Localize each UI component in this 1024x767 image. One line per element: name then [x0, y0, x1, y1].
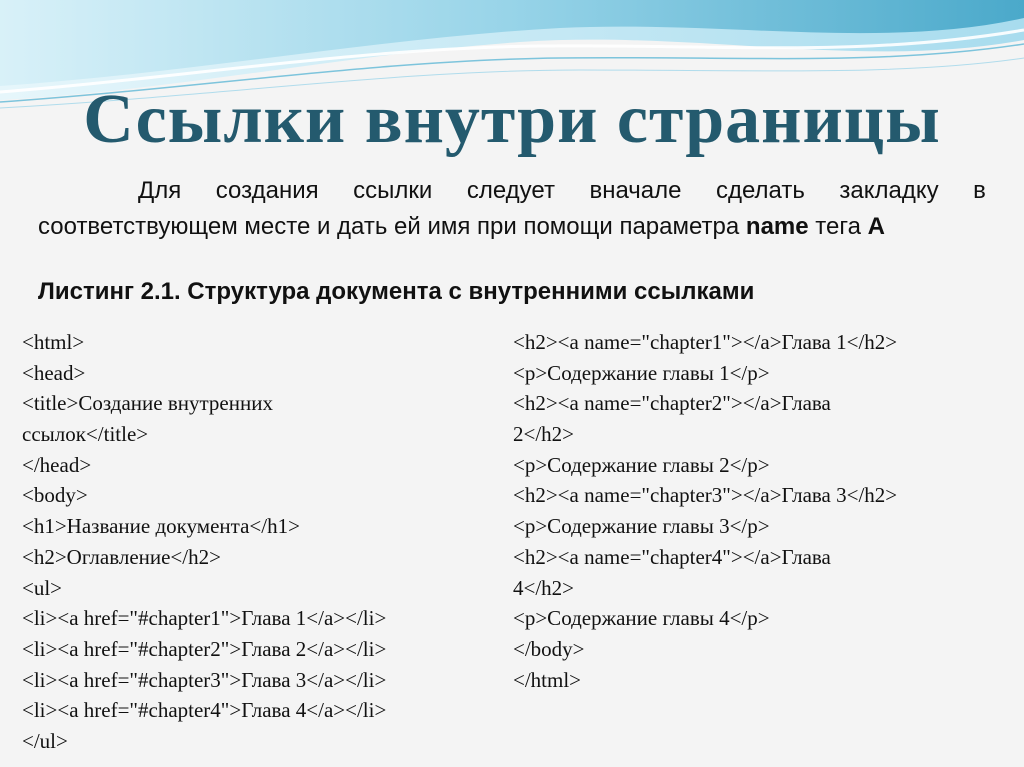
- intro-keyword-tag: A: [867, 213, 885, 240]
- code-line: <li><a href="#chapter2">Глава 2</a></li>: [22, 636, 387, 661]
- code-line: </body>: [513, 636, 585, 661]
- code-line: <li><a href="#chapter4">Глава 4</a></li>: [22, 698, 387, 723]
- code-line: <h2><a name="chapter3"></a>Глава 3</h2>: [513, 483, 898, 508]
- code-line: <li><a href="#chapter1">Глава 1</a></li>: [22, 606, 387, 631]
- code-line: <p>Содержание главы 3</p>: [513, 514, 770, 539]
- intro-text: тега: [808, 213, 868, 240]
- code-line: 4</h2>: [513, 575, 575, 600]
- code-line: <li><a href="#chapter3">Глава 3</a></li>: [22, 667, 387, 692]
- code-line: <ul>: [22, 575, 63, 600]
- code-line: <h1>Название документа</h1>: [22, 514, 300, 539]
- intro-word: создания: [215, 177, 319, 204]
- code-listing-right: [513, 327, 897, 695]
- code-listing-left: [22, 327, 386, 757]
- code-line: <h2><a name="chapter2"></a>Глава: [513, 391, 831, 416]
- code-line: <h2><a name="chapter4"></a>Глава: [513, 544, 831, 569]
- code-line: <p>Содержание главы 1</p>: [513, 360, 770, 385]
- code-line: </ul>: [22, 728, 68, 753]
- intro-keyword-name: name: [745, 213, 809, 240]
- intro-word: следует: [466, 177, 555, 204]
- code-line: 2</h2>: [513, 422, 575, 447]
- intro-word: ссылки: [353, 177, 433, 204]
- code-line: <head>: [22, 360, 86, 385]
- intro-word: Для: [138, 177, 182, 204]
- intro-line-1: [38, 173, 986, 209]
- code-line: </html>: [513, 667, 582, 692]
- code-line: <p>Содержание главы 4</p>: [513, 606, 770, 631]
- code-line: </head>: [22, 452, 92, 477]
- slide-title: Ссылки внутри страницы: [83, 81, 941, 158]
- intro-line-2: [38, 209, 986, 245]
- code-line: <title>Создание внутренних: [22, 391, 273, 416]
- listing-title: Листинг 2.1. Структура документа с внутренними ссылками: [38, 278, 755, 305]
- code-line: <html>: [22, 330, 85, 354]
- intro-text: соответствующем месте и дать ей имя при помощи параметра: [38, 213, 746, 240]
- code-line: <h2>Оглавление</h2>: [22, 544, 221, 569]
- intro-word: сделать: [716, 177, 805, 204]
- intro-paragraph: [38, 173, 986, 245]
- code-line: ссылок</title>: [22, 422, 149, 447]
- code-line: <body>: [22, 483, 88, 508]
- code-line: <h2><a name="chapter1"></a>Глава 1</h2>: [513, 330, 898, 354]
- intro-word: вначале: [589, 177, 682, 204]
- intro-word: закладку: [839, 177, 939, 204]
- intro-word: в: [973, 177, 986, 204]
- code-line: <p>Содержание главы 2</p>: [513, 452, 770, 477]
